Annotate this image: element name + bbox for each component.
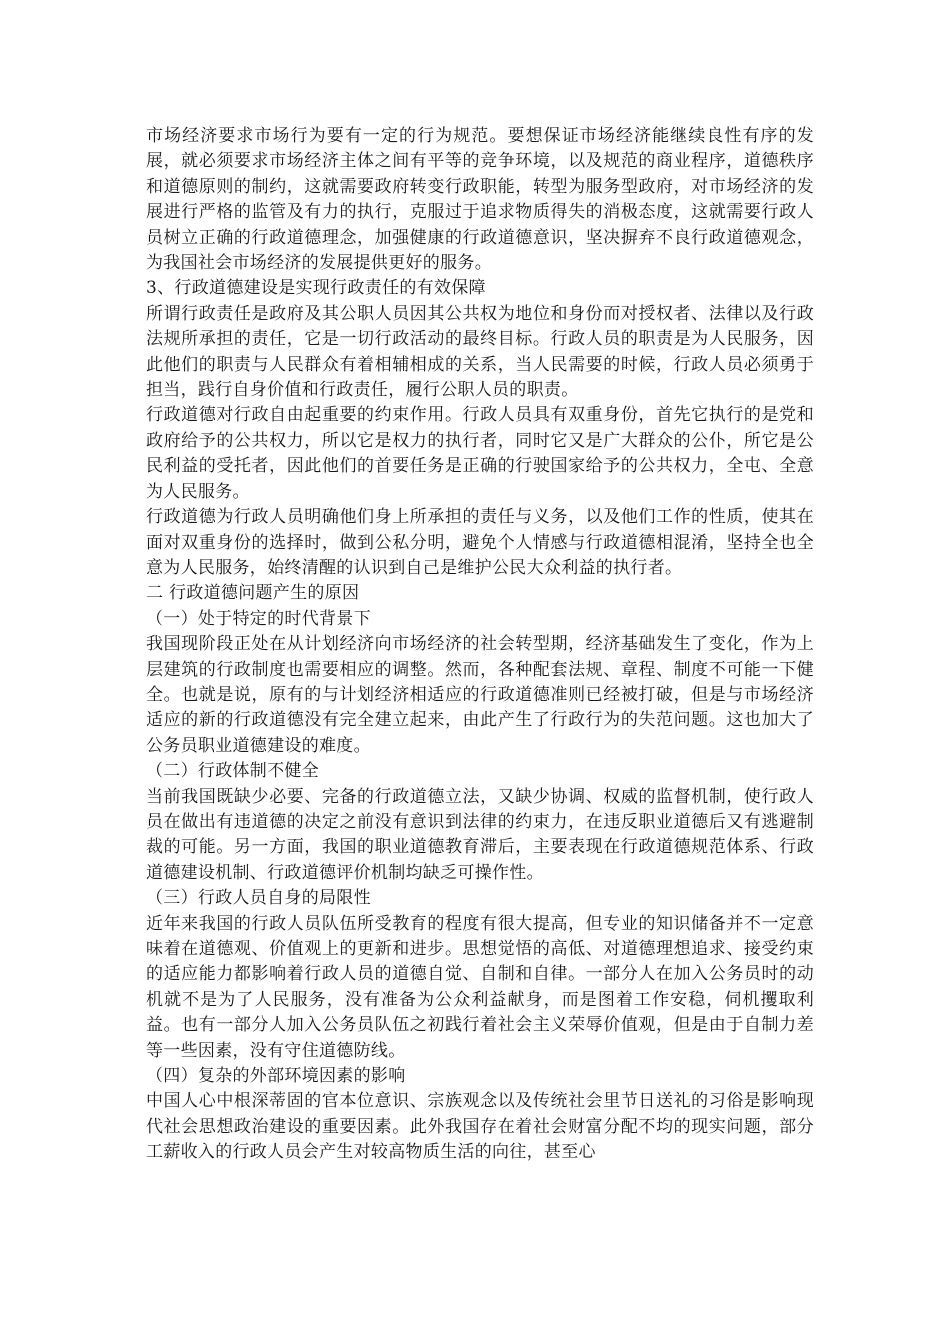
paragraph-education: 近年来我国的行政人员队伍所受教育的程度有很大提高，但专业的知识储备并不一定意味着在道德观、价值观上的更新和进步。思想觉悟的高低、对道德理想追求、接受约束的适应能力都影响着行政人员的道德自觉、自制和自律。一部分人在加入公务员时的动机就不是为了人民服务，没有准备为公众利益献身，而是图着工作安稳，伺机攫取利益。也有一部分人加入公务员队伍之初践行着社会主义荣辱价值观，但是由于自制力差等一些因素，没有守住道德防线。	[146, 913, 814, 1061]
paragraph-dual-identity: 行政道德对行政自由起重要的约束作用。行政人员具有双重身份，首先它执行的是党和政府给予的公共权力，所以它是权力的执行者，同时它又是广大群众的公仆，所它是公民利益的受托者，因此他们的首要任务是正确的行驶国家给予的公共权力，全屯、全意为人民服务。	[146, 405, 814, 502]
paragraph-transition-period: 我国现阶段正处在从计划经济向市场经济的社会转型期，经济基础发生了变化，作为上层建筑的行政制度也需要相应的调整。然而，各种配套法规、章程、制度不可能一下健全。也就是说，原有的与计划经济相适应的行政道德准则已经被打破，但是与市场经济适应的新的行政道德没有完全建立起来，由此产生了行政行为的失范问题。这也加大了公务员职业道德建设的难度。	[146, 634, 814, 756]
heading-era-background: （一）处于特定的时代背景下	[146, 608, 371, 629]
paragraph-traditional-culture: 中国人心中根深蒂固的官本位意识、宗族观念以及传统社会里节日送礼的习俗是影响现代社会思想政治建设的重要因素。此外我国存在着社会财富分配不均的现实问题，部分工薪收入的行政人员会产生对较高物质生活的向往，甚至心	[146, 1091, 814, 1163]
paragraph-market-economy: 市场经济要求市场行为要有一定的行为规范。要想保证市场经济能继续良性有序的发展，就必须要求市场经济主体之间有平等的竞争环境，以及规范的商业程序，道德秩序和道德原则的制约，这就需要政府转变行政职能，转型为服务型政府，对市场经济的发展进行严格的监管及有力的执行，克服过于追求物质得失的消极态度，这就需要行政人员树立正确的行政道德理念，加强健康的行政道德意识，坚决摒弃不良行政道德观念，为我国社会市场经济的发展提供更好的服务。	[146, 126, 814, 274]
heading-external-environment: （四）复杂的外部环境因素的影响	[146, 1066, 406, 1087]
document-body	[146, 124, 814, 1166]
paragraph-legislation: 当前我国既缺少必要、完备的行政道德立法，又缺少协调、权威的监督机制，使行政人员在做出有违道德的决定之前没有意识到法律的约束力，在违反职业道德后又有逃避制裁的可能。另一方面，我国的职业道德教育滞后，主要表现在行政道德规范体系、行政道德建设机制、行政道德评价机制均缺乏可操作性。	[146, 786, 814, 883]
heading-administrative-responsibility: 3、行政道德建设是实现行政责任的有效保障	[146, 278, 486, 299]
paragraph-responsibility-definition: 所谓行政责任是政府及其公职人员因其公共权为地位和身份而对授权者、法律以及行政法规所承担的责任，它是一切行政活动的最终目标。行政人员的职责是为人民服务，因此他们的职责与人民群众有着相辅相成的关系，当人民需要的时候，行政人员必须勇于担当，践行自身价值和行政责任，履行公职人员的职责。	[146, 303, 814, 401]
paragraph-duties: 行政道德为行政人员明确他们身上所承担的责任与义务，以及他们工作的性质，使其在面对双重身份的选择时，做到公私分明，避免个人情感与行政道德相混淆，坚持全也全意为人民服务，始终清醒的认识到自己是维护公民大众利益的执行者。	[146, 507, 814, 578]
heading-personal-limitations: （三）行政人员自身的局限性	[146, 888, 371, 909]
heading-causes: 二 行政道德问题产生的原因	[146, 583, 360, 604]
heading-system-imperfect: （二）行政体制不健全	[146, 761, 319, 782]
